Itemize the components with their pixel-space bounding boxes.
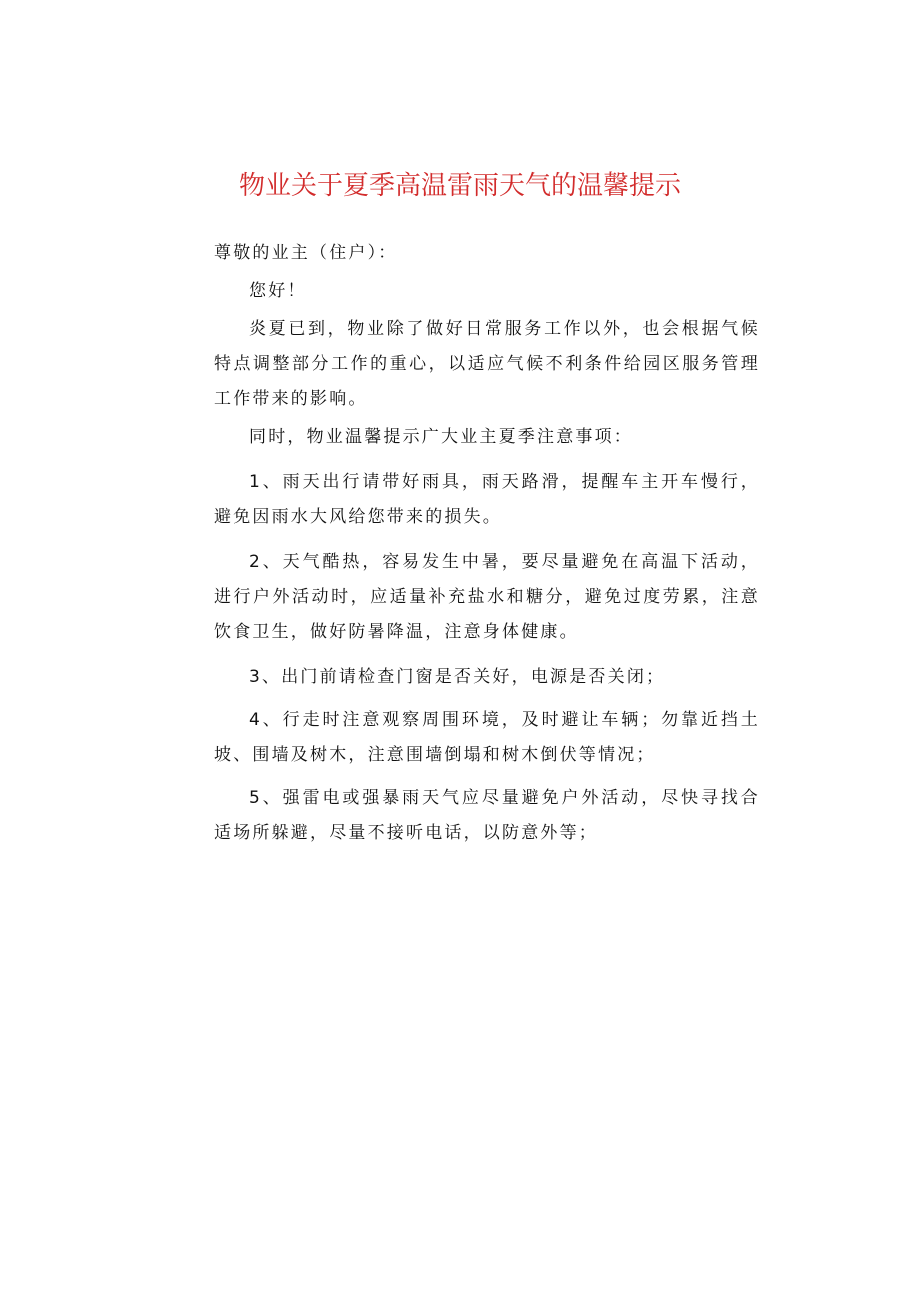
reminder-lead: 同时，物业温馨提示广大业主夏季注意事项： bbox=[249, 427, 633, 447]
document-body bbox=[214, 236, 760, 851]
list-item-4: 4、行走时注意观察周围环境，及时避让车辆；勿靠近挡土坡、围墙及树木，注意围墙倒塌和树木倒伏等情况； bbox=[214, 710, 760, 765]
document-title: 物业关于夏季高温雷雨天气的温馨提示 bbox=[238, 171, 681, 201]
salutation: 尊敬的业主（住户）： bbox=[214, 243, 398, 263]
intro-paragraph: 炎夏已到，物业除了做好日常服务工作以外，也会根据气候特点调整部分工作的重心，以适应气候不利条件给园区服务管理工作带来的影响。 bbox=[214, 319, 760, 409]
list-item-2: 2、天气酷热，容易发生中暑，要尽量避免在高温下活动，进行户外活动时，应适量补充盐水和糖分，避免过度劳累，注意饮食卫生，做好防暑降温，注意身体健康。 bbox=[214, 552, 760, 642]
greeting: 您好！ bbox=[249, 281, 307, 301]
list-item-5: 5、强雷电或强暴雨天气应尽量避免户外活动，尽快寻找合适场所躲避，尽量不接听电话，以防意外等； bbox=[214, 788, 760, 843]
list-item-3: 3、出门前请检查门窗是否关好，电源是否关闭； bbox=[249, 667, 666, 687]
list-item-1: 1、雨天出行请带好雨具，雨天路滑，提醒车主开车慢行，避免因雨水大风给您带来的损失。 bbox=[214, 472, 760, 527]
